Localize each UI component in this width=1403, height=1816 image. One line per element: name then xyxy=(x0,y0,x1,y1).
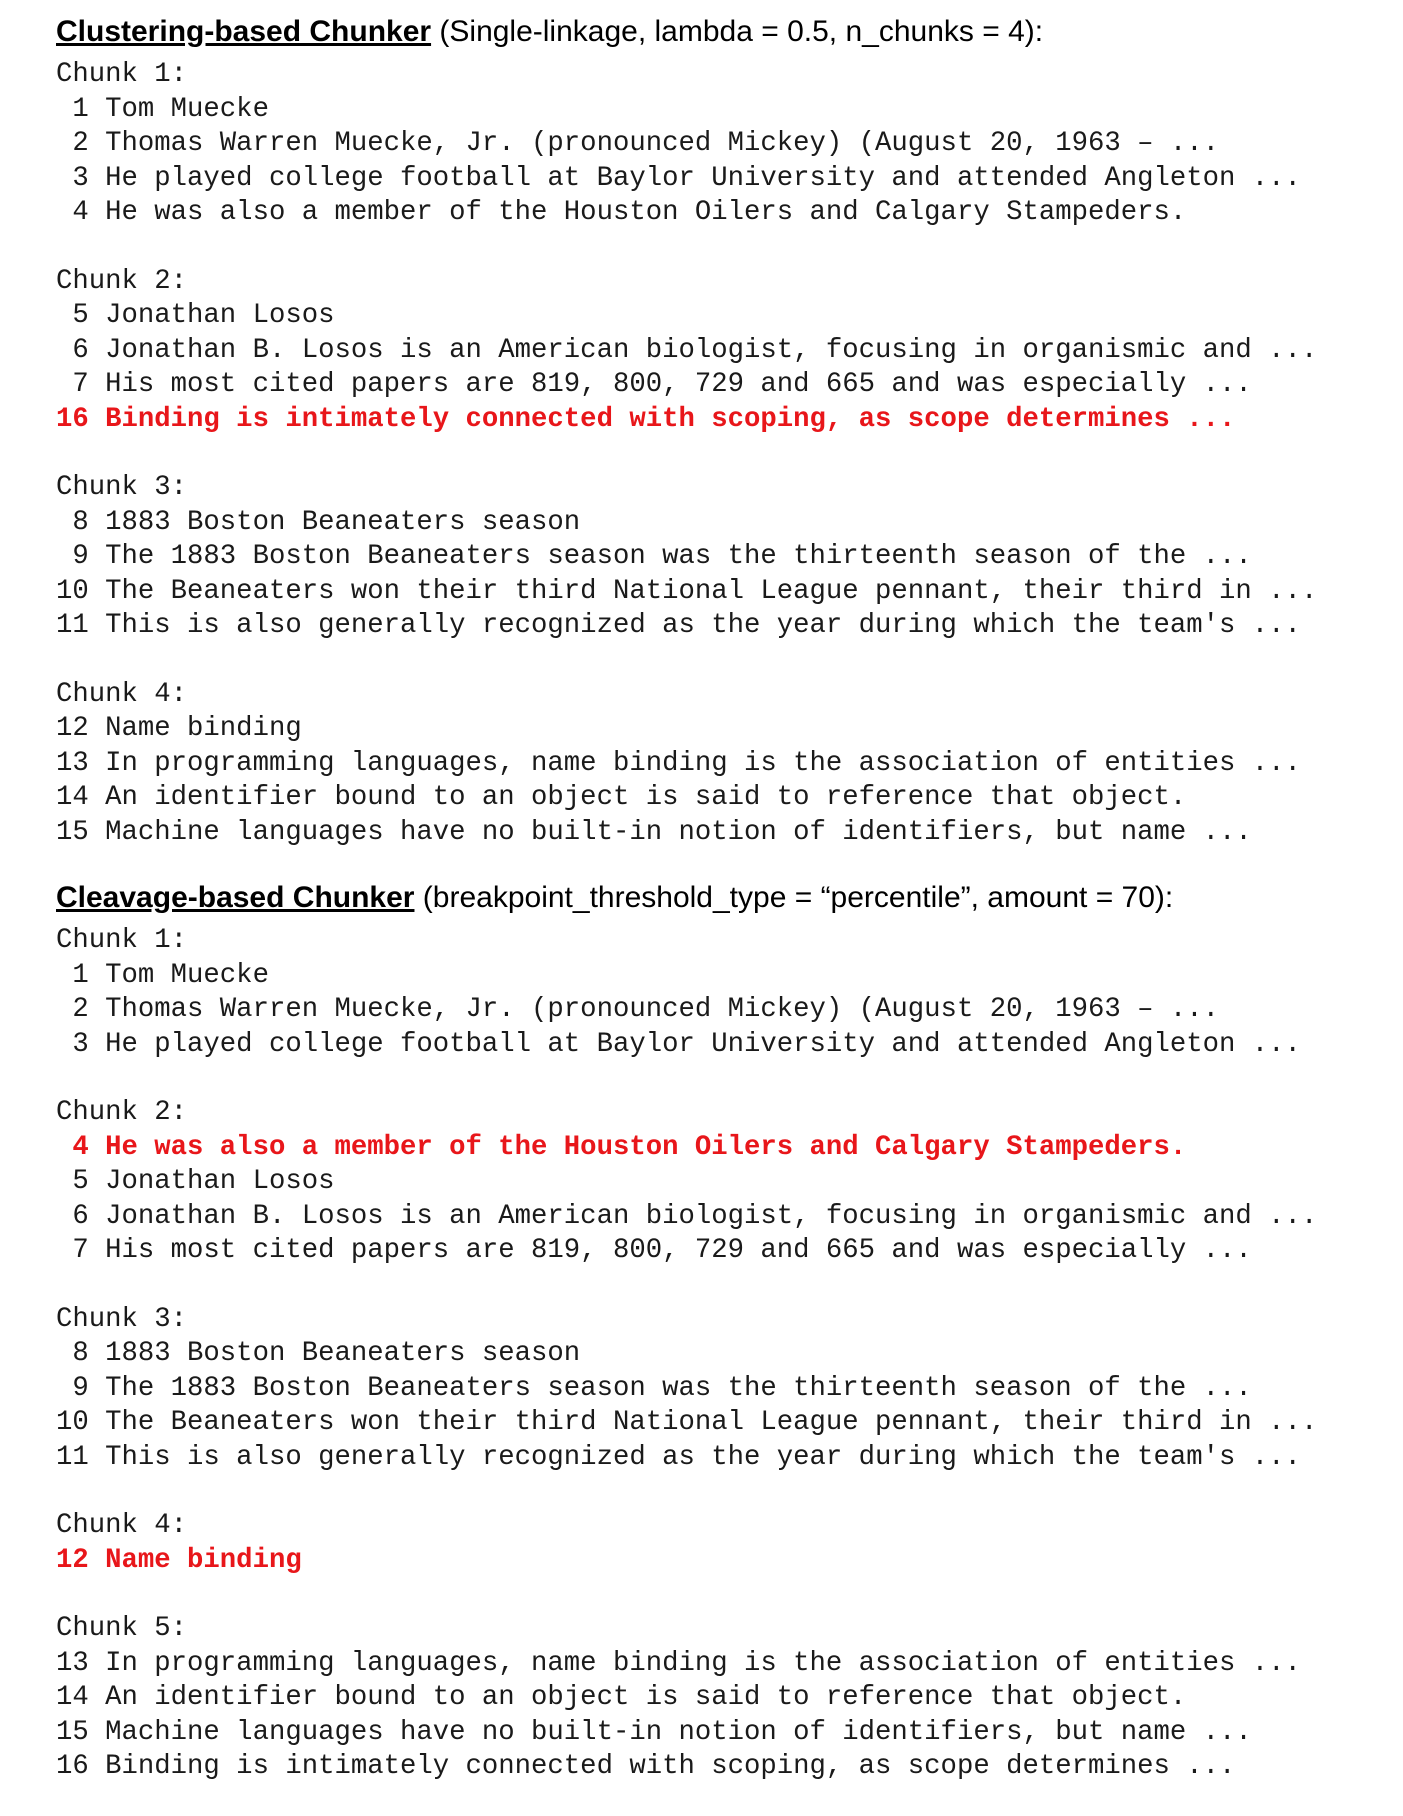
sentence-text: In programming languages, name binding is the association of entities ... xyxy=(105,1647,1301,1679)
sentence-line xyxy=(56,747,1386,782)
sentence-number: 2 xyxy=(72,994,89,1025)
section-params: (breakpoint_threshold_type = “percentile”, amount = 70): xyxy=(414,881,1174,914)
sentence-number: 3 xyxy=(72,162,89,194)
section-heading xyxy=(56,876,1386,920)
chunk-block xyxy=(56,471,1386,644)
sentence-line xyxy=(56,127,1386,162)
chunk-list xyxy=(56,58,1386,850)
sentence-text: 1883 Boston Beaneaters season xyxy=(105,506,581,538)
sentence-line xyxy=(56,1372,1386,1407)
sentence-line xyxy=(56,816,1386,851)
misplaced-sentence-line xyxy=(56,1131,1386,1166)
chunk-label: Chunk 1: xyxy=(56,59,188,90)
sentence-text: The Beaneaters won their third National League pennant, their third in ... xyxy=(105,1407,1318,1438)
sentence-number: 9 xyxy=(72,541,89,572)
clustering-chunker-section xyxy=(56,10,1386,850)
chunk-block xyxy=(56,58,1386,231)
sentence-text: An identifier bound to an object is said to reference that object. xyxy=(105,782,1187,813)
sentence-text: In programming languages, name binding is the association of entities ... xyxy=(105,747,1301,779)
sentence-number: 6 xyxy=(72,1200,89,1232)
sentence-text: He played college football at Baylor University and attended Angleton ... xyxy=(105,1028,1301,1060)
sentence-number: 10 xyxy=(56,575,89,607)
sentence-number: 15 xyxy=(56,1716,89,1748)
sentence-line xyxy=(56,1750,1386,1785)
sentence-text: He was also a member of the Houston Oilers and Calgary Stampeders. xyxy=(105,1131,1187,1163)
chunk-label: Chunk 3: xyxy=(56,472,188,503)
chunk-label: Chunk 1: xyxy=(56,925,188,956)
sentence-number: 12 xyxy=(56,713,89,744)
sentence-number: 12 xyxy=(56,1544,89,1576)
sentence-number: 13 xyxy=(56,747,89,779)
sentence-text: The Beaneaters won their third National League pennant, their third in ... xyxy=(105,575,1318,607)
sentence-number: 13 xyxy=(56,1647,89,1679)
chunk-label: Chunk 4: xyxy=(56,678,188,710)
chunk-label: Chunk 5: xyxy=(56,1613,188,1644)
sentence-number: 3 xyxy=(72,1028,89,1060)
chunk-list xyxy=(56,924,1386,1785)
section-name: Clustering-based Chunker xyxy=(56,15,432,48)
sentence-number: 16 xyxy=(56,403,89,435)
sentence-text: Name binding xyxy=(105,1544,302,1576)
sentence-number: 14 xyxy=(56,1682,89,1713)
sentence-line xyxy=(56,506,1386,541)
chunk-block xyxy=(56,265,1386,438)
cleavage-chunker-section xyxy=(56,876,1386,1785)
sentence-number: 16 xyxy=(56,1751,89,1782)
sentence-number: 15 xyxy=(56,816,89,848)
sentence-line xyxy=(56,1681,1386,1716)
sentence-text: This is also generally recognized as the year during which the team's ... xyxy=(105,1441,1301,1473)
sentence-line xyxy=(56,993,1386,1028)
sentence-text: Jonathan B. Losos is an American biologist, focusing in organismic and ... xyxy=(105,1200,1318,1232)
chunk-block xyxy=(56,1096,1386,1269)
chunk-block xyxy=(56,678,1386,851)
sentence-line xyxy=(56,575,1386,610)
sentence-text: This is also generally recognized as the year during which the team's ... xyxy=(105,610,1301,641)
sentence-line xyxy=(56,1337,1386,1372)
sentence-number: 1 xyxy=(72,93,89,125)
section-name: Cleavage-based Chunker xyxy=(56,881,415,914)
chunk-block xyxy=(56,924,1386,1062)
chunk-block xyxy=(56,1612,1386,1785)
sentence-line xyxy=(56,93,1386,128)
sentence-text: He was also a member of the Houston Oilers and Calgary Stampeders. xyxy=(105,197,1187,228)
sentence-text: Name binding xyxy=(105,713,302,744)
sentence-line xyxy=(56,1234,1386,1269)
sentence-number: 10 xyxy=(56,1407,89,1438)
sentence-text: Thomas Warren Muecke, Jr. (pronounced Mickey) (August 20, 1963 – ... xyxy=(105,128,1220,159)
sentence-text: 1883 Boston Beaneaters season xyxy=(105,1338,581,1369)
sentence-text: Tom Muecke xyxy=(105,93,269,125)
sentence-number: 4 xyxy=(72,197,89,228)
sentence-text: Tom Muecke xyxy=(105,959,269,991)
sentence-text: Binding is intimately connected with scoping, as scope determines ... xyxy=(105,1751,1236,1782)
chunk-label: Chunk 4: xyxy=(56,1510,188,1541)
sentence-line xyxy=(56,609,1386,644)
sentence-number: 7 xyxy=(72,369,89,400)
sentence-text: His most cited papers are 819, 800, 729 and 665 and was especially ... xyxy=(105,369,1252,400)
sentence-number: 4 xyxy=(72,1131,89,1163)
sentence-line xyxy=(56,299,1386,334)
section-params: (Single-linkage, lambda = 0.5, n_chunks = 4): xyxy=(431,15,1044,48)
sentence-text: Jonathan B. Losos is an American biologist, focusing in organismic and ... xyxy=(105,334,1318,366)
sentence-number: 7 xyxy=(72,1235,89,1266)
sentence-text: Jonathan Losos xyxy=(105,1166,335,1197)
sentence-number: 1 xyxy=(72,959,89,991)
sentence-text: The 1883 Boston Beaneaters season was the thirteenth season of the ... xyxy=(105,1372,1252,1404)
sentence-line xyxy=(56,1200,1386,1235)
sentence-line xyxy=(56,1441,1386,1476)
sentence-number: 11 xyxy=(56,610,89,641)
sentence-text: Thomas Warren Muecke, Jr. (pronounced Mickey) (August 20, 1963 – ... xyxy=(105,994,1220,1025)
chunk-label: Chunk 3: xyxy=(56,1303,188,1335)
sentence-number: 8 xyxy=(72,506,89,538)
sentence-text: Jonathan Losos xyxy=(105,300,335,331)
sentence-text: He played college football at Baylor University and attended Angleton ... xyxy=(105,162,1301,194)
sentence-line xyxy=(56,368,1386,403)
sentence-number: 14 xyxy=(56,782,89,813)
sentence-number: 11 xyxy=(56,1441,89,1473)
sentence-line xyxy=(56,1716,1386,1751)
sentence-line xyxy=(56,712,1386,747)
sentence-text: An identifier bound to an object is said to reference that object. xyxy=(105,1682,1187,1713)
sentence-line xyxy=(56,1028,1386,1063)
sentence-line xyxy=(56,959,1386,994)
sentence-line xyxy=(56,540,1386,575)
sentence-number: 2 xyxy=(72,128,89,159)
sentence-number: 6 xyxy=(72,334,89,366)
sentence-number: 5 xyxy=(72,300,89,331)
document xyxy=(56,10,1386,1785)
sentence-line xyxy=(56,781,1386,816)
sentence-number: 8 xyxy=(72,1338,89,1369)
chunk-label: Chunk 2: xyxy=(56,265,188,297)
sentence-line xyxy=(56,334,1386,369)
sentence-text: Binding is intimately connected with scoping, as scope determines ... xyxy=(105,403,1236,435)
misplaced-sentence-line xyxy=(56,1544,1386,1579)
section-heading xyxy=(56,10,1386,54)
sentence-line xyxy=(56,162,1386,197)
sentence-line xyxy=(56,196,1386,231)
sentence-text: Machine languages have no built-in notion of identifiers, but name ... xyxy=(105,816,1252,848)
sentence-line xyxy=(56,1406,1386,1441)
sentence-line xyxy=(56,1165,1386,1200)
sentence-line xyxy=(56,1647,1386,1682)
chunk-block xyxy=(56,1303,1386,1476)
sentence-text: The 1883 Boston Beaneaters season was the thirteenth season of the ... xyxy=(105,541,1252,572)
sentence-number: 9 xyxy=(72,1372,89,1404)
misplaced-sentence-line xyxy=(56,403,1386,438)
sentence-number: 5 xyxy=(72,1166,89,1197)
chunk-block xyxy=(56,1509,1386,1578)
chunk-label: Chunk 2: xyxy=(56,1097,188,1128)
sentence-text: His most cited papers are 819, 800, 729 and 665 and was especially ... xyxy=(105,1235,1252,1266)
sentence-text: Machine languages have no built-in notion of identifiers, but name ... xyxy=(105,1716,1252,1748)
